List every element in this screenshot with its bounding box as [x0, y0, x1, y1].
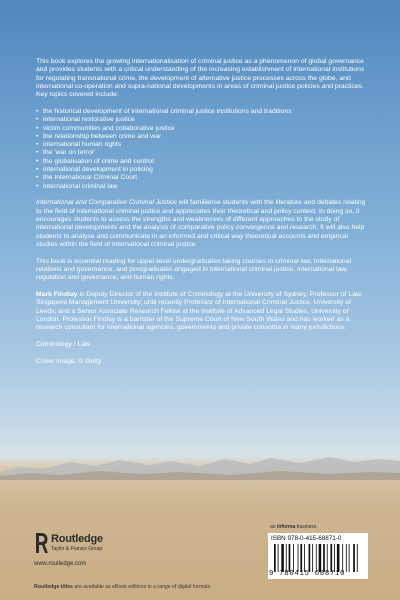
author-paragraph [36, 291, 366, 332]
publisher-name: Routledge [51, 533, 103, 545]
list-item: • the International Criminal Court [36, 174, 366, 182]
barcode-digits: 9 780415 688710 [269, 570, 346, 578]
subject-category: Criminology / Law [36, 341, 91, 349]
back-cover-text [36, 58, 366, 375]
isbn-number: ISBN 978-0-415-68871-0 [271, 535, 342, 542]
routledge-logo-icon [34, 532, 48, 554]
informa-business-tag: an informa business [270, 524, 317, 530]
list-item: • international development in policing [36, 166, 366, 174]
list-item: • the relationship between crime and war [36, 133, 366, 141]
list-item: • victim communities and collaborative justice [36, 125, 366, 133]
author-bio: is Deputy Director of the Institute of Criminology at the University of Sydney; Professor of Law, Singapore Management University; until recently Professor of International Criminal Justice, University of Leeds; and a Senior Associate Research Fellow at the Institute of Advanced Legal Studies, University of London. Professor Findlay is a barrister of the Supreme Court of New South Wales and has worked as a research consultant for international agencies, governments and private consortia in many jurisdictions. [36, 291, 363, 332]
informa-brand: informa [276, 524, 296, 530]
description-text: will familiarise students with the literature and debates relating to the field of international criminal justice and appreciates their theoretical and policy context. In doing so, it encourages students to assess the strengths and weaknesses of different approaches to the study of international developments and the analysis of comparative policy convergence and research. It will also help students to analyse and communicate in an informed and critical way theoretical accounts and empirical studies within the field of international criminal justice. [36, 199, 366, 248]
list-item: • international human rights [36, 141, 366, 149]
isbn-barcode [268, 533, 368, 579]
footer-brand: Routledge titles [34, 584, 73, 590]
ebook-availability-note: Routledge titles are available as eBook editions in a range of digital formats [34, 584, 211, 590]
list-item: • international restorative justice [36, 116, 366, 124]
description-paragraph [36, 199, 366, 249]
cover-credit: Cover image: © Getty [36, 357, 102, 365]
audience-paragraph: This book is essential reading for upper-level undergraduates taking courses in criminal law, international relations and governance, and postgraduates engaged in international criminal justice, international law, regulation and governance, and human rights. [36, 257, 352, 282]
list-item: • the historical development of international criminal justice institutions and traditions [36, 108, 366, 116]
key-topics-list [36, 108, 366, 191]
book-title: International and Comparative Criminal Justice [36, 199, 177, 207]
list-item: • the globalisation of crime and control [36, 158, 366, 166]
publisher-url: www.routledge.com [34, 561, 87, 567]
barcode-bars [274, 544, 362, 572]
author-name: Mark Findlay [36, 291, 78, 299]
publisher-group: Taylor & Francis Group [51, 546, 103, 552]
list-item: • international criminal law [36, 183, 366, 191]
distant-mountains [0, 440, 400, 480]
intro-paragraph: This book explores the growing internationalisation of criminal justice as a phenomenon of global governance and provides students with a critical understanding of the increasing establishment of international institutions for regulating transnational crime, the development of alternative justice processes across the globe, and international co-operation and supra-national developments in areas of criminal justice policies and practices. Key topics covered include: [36, 58, 365, 99]
list-item: • the 'war on terror' [36, 149, 366, 157]
